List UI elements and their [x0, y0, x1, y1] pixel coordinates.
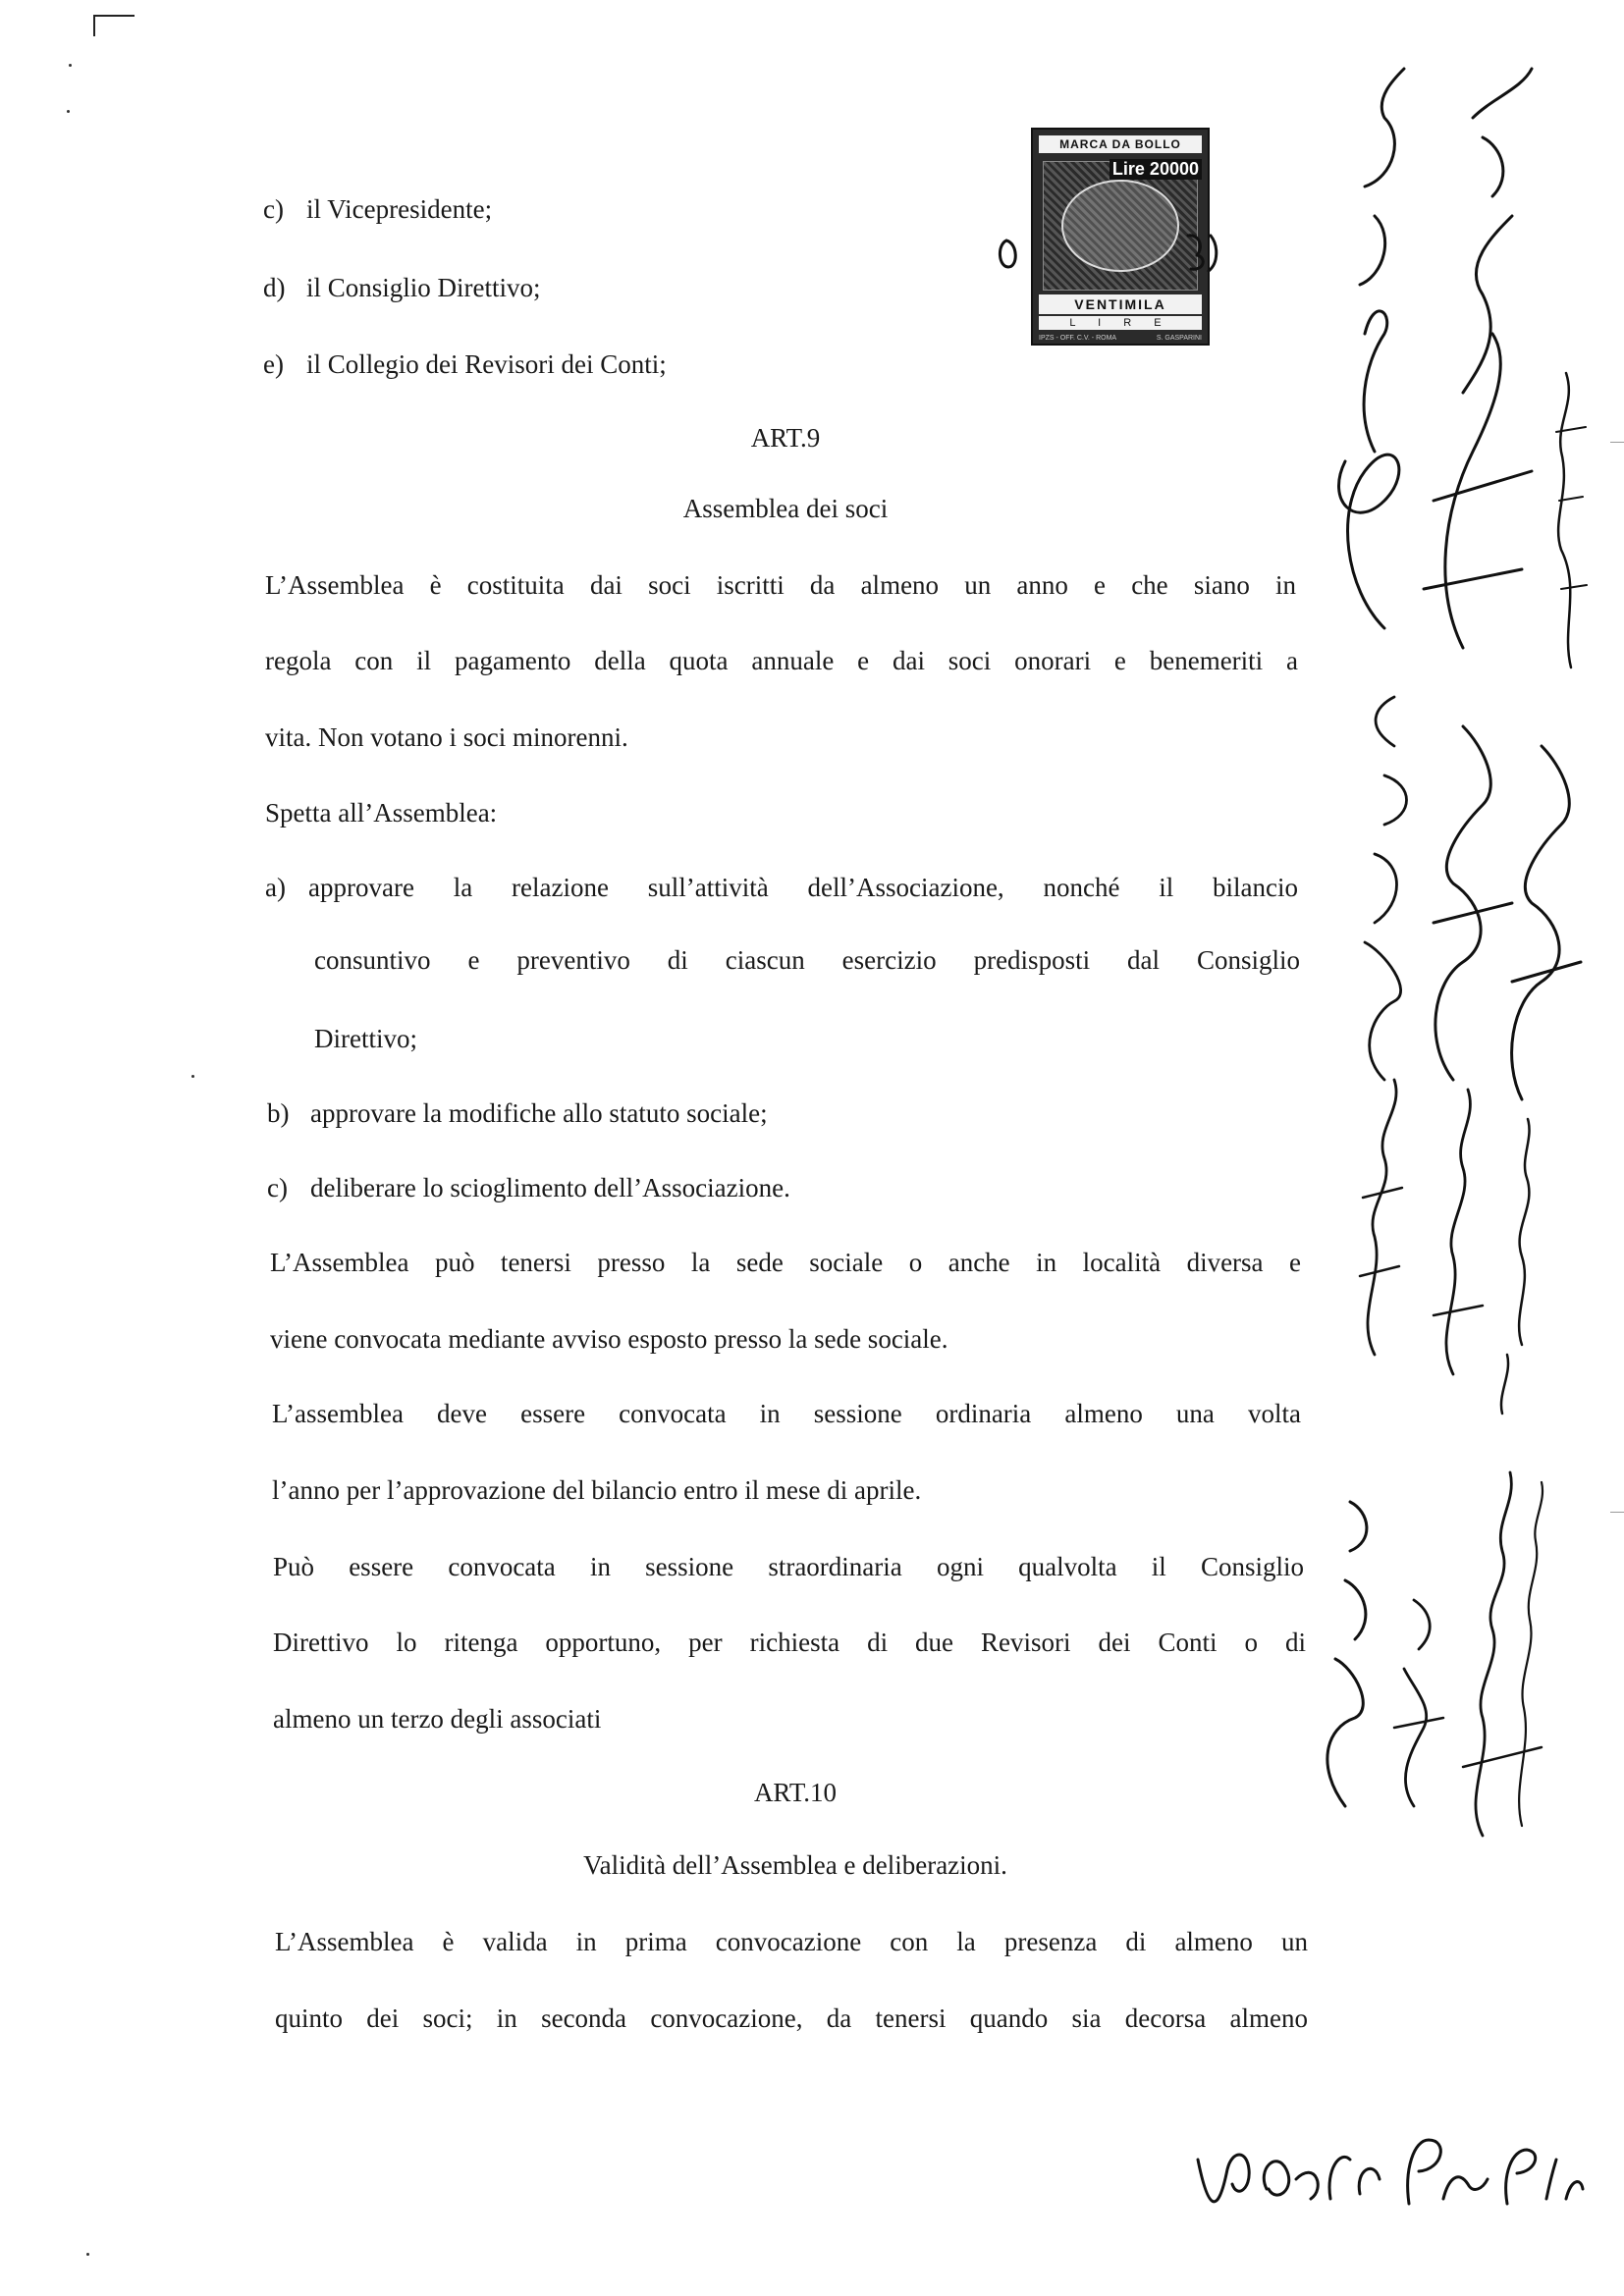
list-item-label: c): [263, 194, 284, 224]
paragraph-line: L’Assemblea è valida in prima convocazione con la presenza di almeno un: [275, 1927, 1308, 1956]
stamp-fine-left: IPZS - OFF. C.V. - ROMA: [1039, 335, 1117, 342]
signature: [1434, 1090, 1483, 1374]
signature: [1434, 726, 1512, 1080]
signature: [1463, 1472, 1543, 1836]
list-item-d: [263, 270, 541, 305]
list-item-text: approvare la relazione sull’attività dell’Associazione, nonché il bilancio: [308, 873, 1298, 902]
paragraph-line: Può essere convocata in sessione straordinaria ogni qualvolta il Consiglio: [273, 1552, 1304, 1581]
list-item-text: approvare la modifiche allo statuto sociale;: [310, 1098, 768, 1128]
article-title: Validità dell’Assemblea e deliberazioni.: [583, 1850, 1007, 1880]
margin-dot: [69, 64, 72, 67]
stamp-cancellation-mark: [987, 206, 1222, 285]
signature: [1360, 1080, 1402, 1355]
list-item-text: deliberare lo scioglimento dell’Associazione.: [310, 1173, 790, 1202]
list-item-text: il Collegio dei Revisori dei Conti;: [306, 349, 667, 379]
paragraph-line: quinto dei soci; in seconda convocazione, da tenersi quando sia decorsa almeno: [275, 2003, 1308, 2033]
list-item-continuation: consuntivo e preventivo di ciascun esercizio predisposti dal Consiglio: [314, 945, 1300, 975]
signature: [1512, 746, 1581, 1099]
margin-dot: [86, 2253, 89, 2256]
paragraph-line: L’Assemblea è costituita dai soci iscritti da almeno un anno e che siano in: [265, 570, 1296, 600]
list-item-a: [265, 870, 1302, 905]
article-heading: ART.10: [753, 1778, 838, 1807]
list-item-label: e): [263, 349, 284, 379]
article-title: Assemblea dei soci: [682, 494, 889, 523]
signature: [1339, 69, 1404, 628]
margin-dot: [67, 110, 70, 113]
list-item-continuation: Direttivo;: [314, 1024, 417, 1053]
paragraph-line: l’anno per l’approvazione del bilancio entro il mese di aprile.: [272, 1475, 922, 1505]
list-item-text: il Vicepresidente;: [306, 194, 493, 224]
bottom-signature: [1178, 2110, 1591, 2228]
signature: [1501, 1119, 1530, 1414]
list-item-label: c): [267, 1173, 288, 1202]
list-item-c2: [267, 1170, 790, 1205]
paragraph-line: Direttivo lo ritenga opportuno, per richiesta di due Revisori dei Conti o di: [273, 1628, 1306, 1657]
list-item-label: a): [265, 873, 286, 902]
stamp-fine-right: S. GASPARINI: [1156, 335, 1202, 342]
list-item-c: [263, 191, 492, 227]
paragraph-line: viene convocata mediante avviso esposto presso la sede sociale.: [270, 1324, 948, 1354]
paragraph-line: regola con il pagamento della quota annuale e dai soci onorari e benemeriti a: [265, 646, 1298, 675]
stamp-top-text: MARCA DA BOLLO: [1039, 135, 1202, 153]
stamp-value: Lire 20000: [1110, 159, 1202, 180]
paragraph-line: L’assemblea deve essere convocata in sessione ordinaria almeno una volta: [272, 1399, 1301, 1428]
margin-signatures: [1267, 39, 1624, 1865]
signature: [1556, 373, 1587, 667]
stamp-fine-print: [1039, 335, 1202, 342]
list-item-label: b): [267, 1098, 290, 1128]
signature: [1394, 1600, 1443, 1806]
list-item-e: [263, 347, 667, 382]
page-corner-mark: [93, 15, 135, 36]
paragraph-line: almeno un terzo degli associati: [273, 1704, 602, 1734]
list-item-label: d): [263, 273, 286, 302]
margin-dot: [191, 1075, 194, 1078]
stamp-bottom-text: VENTIMILA: [1039, 294, 1202, 314]
signature: [1365, 697, 1407, 1080]
paragraph-line: vita. Non votano i soci minorenni.: [265, 722, 628, 752]
article-heading: ART.9: [750, 423, 821, 453]
paragraph-line: Spetta all’Assemblea:: [265, 798, 498, 828]
signature: [1424, 69, 1532, 648]
paragraph-line: L’Assemblea può tenersi presso la sede sociale o anche in località diversa e: [270, 1248, 1301, 1277]
list-item-b: [267, 1095, 768, 1131]
signature: [1327, 1502, 1367, 1806]
list-item-text: il Consiglio Direttivo;: [306, 273, 541, 302]
stamp-sub-text: L I R E: [1039, 316, 1202, 330]
